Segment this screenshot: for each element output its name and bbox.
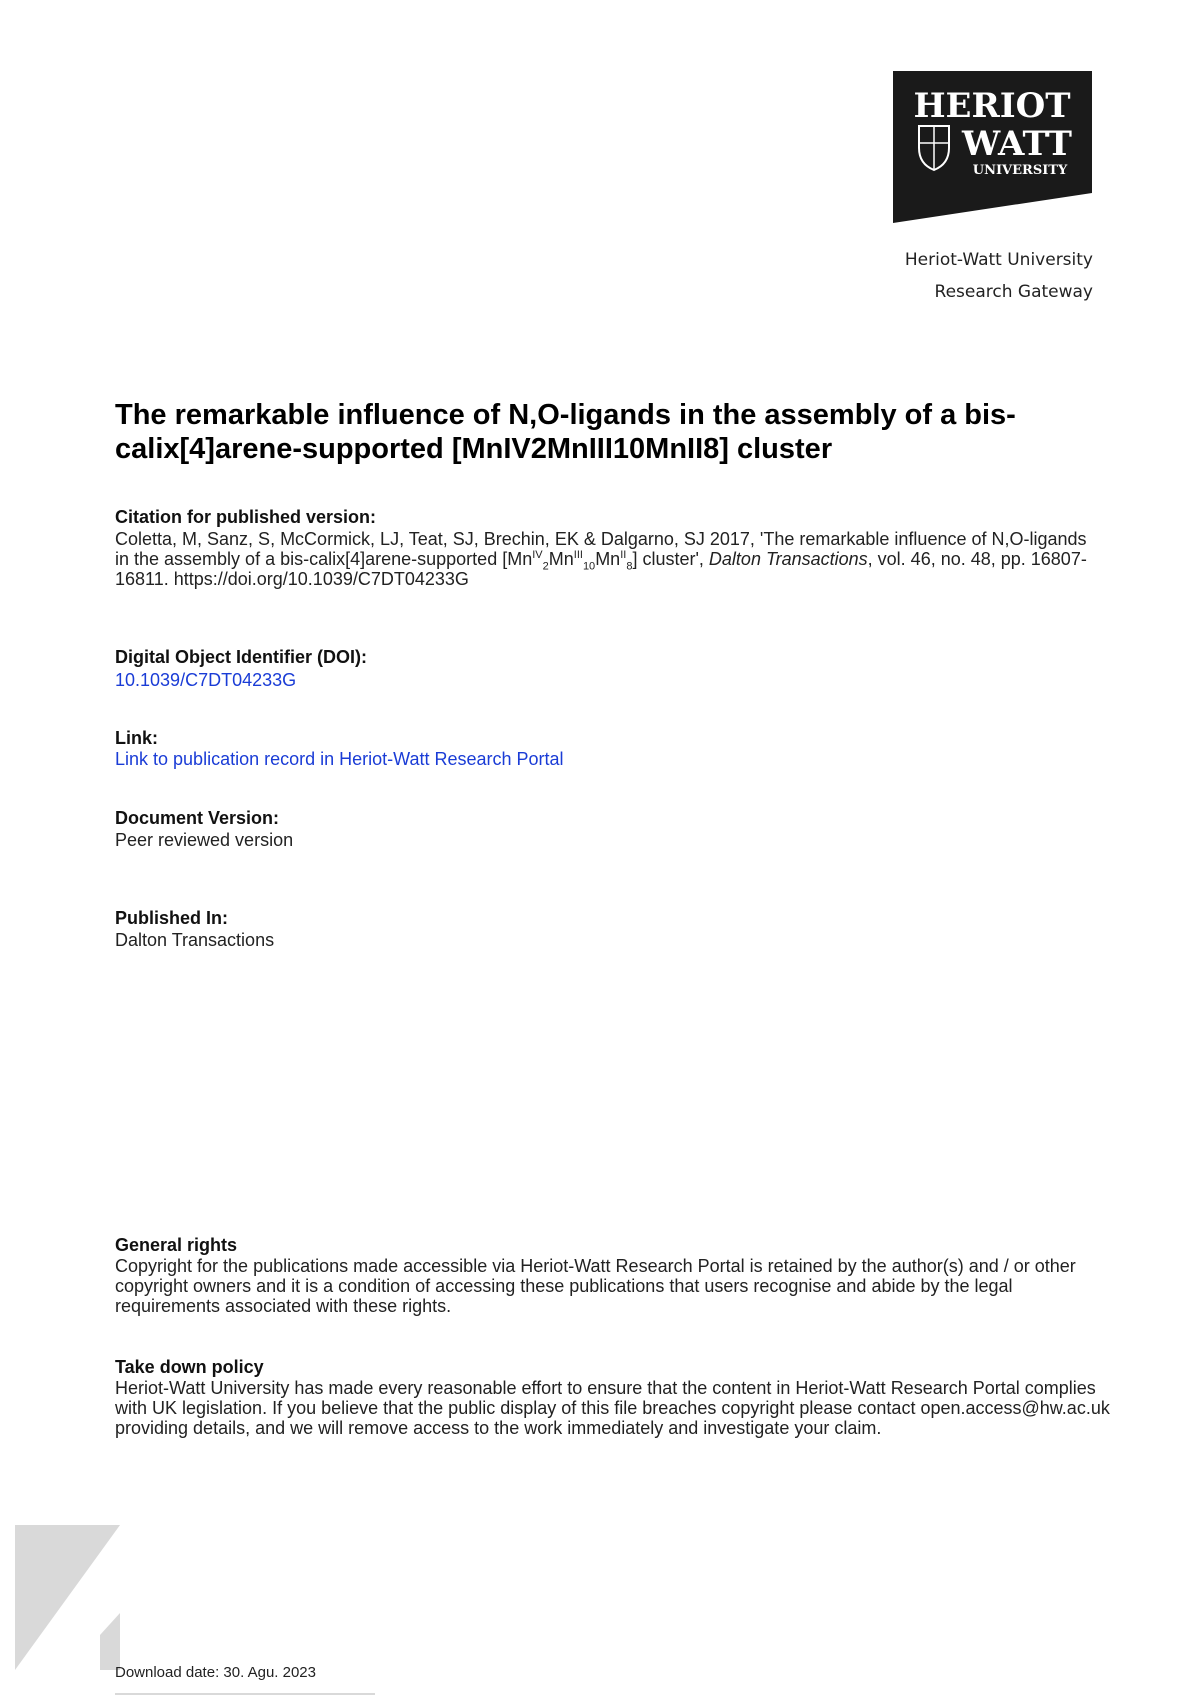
link-label: Link: [115, 728, 158, 748]
doi-link[interactable]: 10.1039/C7DT04233G [115, 670, 297, 690]
document-title: The remarkable influence of N,O-ligands in the assembly of a bis-calix[4]arene-supported [MnIV2MnIII10MnII8] cluster [115, 399, 1016, 465]
version-label: Document Version: [115, 808, 280, 828]
download-date: Download date: 30. Agu. 2023 [115, 1664, 316, 1681]
citation-label: Citation for published version: [115, 507, 377, 527]
gateway-university: Heriot-Watt University [904, 250, 1093, 270]
takedown-label: Take down policy [115, 1357, 264, 1377]
rights-label: General rights [115, 1235, 238, 1255]
logo-word-university: UNIVERSITY [972, 163, 1068, 178]
version-value: Peer reviewed version [115, 830, 294, 850]
heriot-watt-logo [893, 71, 1092, 223]
rights-text: Copyright for the publications made accessible via Heriot-Watt Research Portal is retained by the author(s) and / or other copyright owners and it is a condition of accessing these publications that users recognise and abide by the legal requirements associated with these rights. [115, 1256, 1076, 1316]
citation-text: Coletta, M, Sanz, S, McCormick, LJ, Teat, SJ, Brechin, EK & Dalgarno, SJ 2017, 'The remarkable influence of N,O-ligands in the assembly of a bis-calix[4]arene-supported $[Mn^{IV}_2Mn^{III}_{10}Mn^{II}_8]$ cluster', Dalton Transactions, vol. 46, no. 48, pp. 16807-16811. https://doi.org/10.1039/C7DT04233G [115, 529, 1087, 589]
takedown-text: Heriot-Watt University has made every reasonable effort to ensure that the content in Heriot-Watt Research Portal complies with UK legislation. If you believe that the public display of this file breaches copyright please contact open.access@hw.ac.uk providing details, and we will remove access to the work immediately and investigate your claim. [115, 1378, 1110, 1438]
logo-word-heriot: HERIOT [913, 86, 1071, 126]
logo-word-watt: WATT [962, 124, 1072, 164]
published-label: Published In: [115, 908, 229, 928]
watermark-shape [10, 1525, 120, 1670]
gateway-name: Research Gateway [934, 282, 1093, 302]
doi-label: Digital Object Identifier (DOI): [115, 647, 368, 667]
portal-record-link[interactable]: Link to publication record in Heriot-Watt Research Portal [115, 749, 564, 769]
footer-divider [115, 1693, 375, 1695]
published-value: Dalton Transactions [115, 930, 275, 950]
citation-journal: Dalton Transactions [708, 549, 868, 569]
